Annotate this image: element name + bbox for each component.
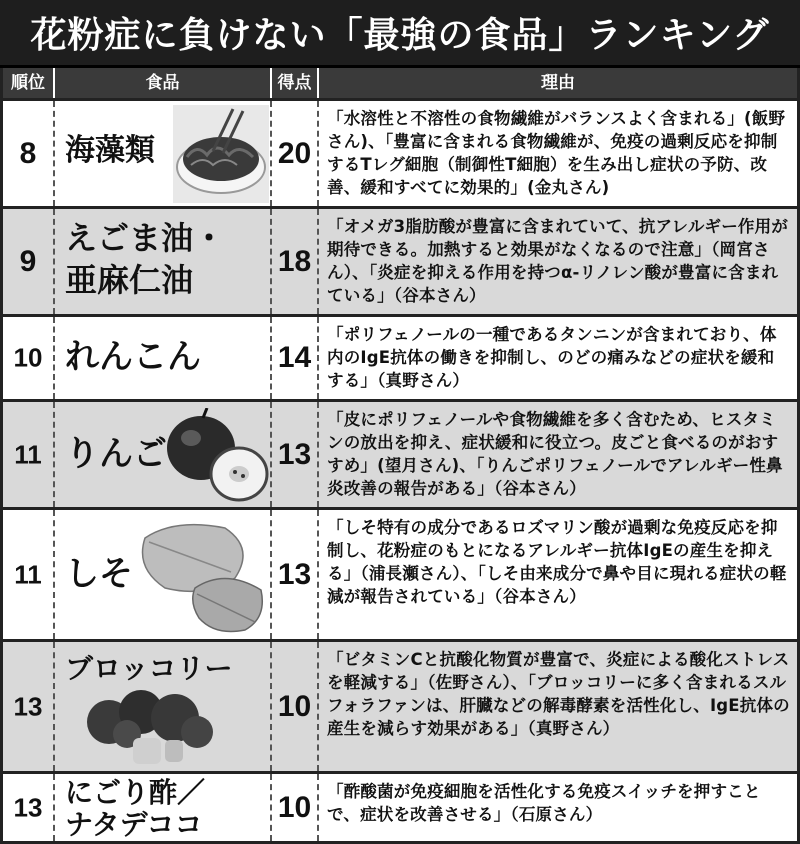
rank: 9 — [19, 244, 37, 278]
rank: 13 — [13, 792, 43, 822]
food-name: ブロッコリー — [65, 652, 233, 685]
table-row — [3, 314, 797, 399]
rank: 13 — [13, 691, 43, 721]
header-reason: 理由 — [541, 73, 575, 93]
score: 13 — [277, 557, 312, 591]
table-row — [3, 399, 797, 507]
table-row — [3, 507, 797, 639]
broccoli-icon — [79, 688, 219, 768]
score: 14 — [277, 341, 312, 374]
reason: 「ビタミンCと抗酸化物質が豊富で、炎症による酸化ストレスを軽減する」（佐野さん）、「ブロッコリーに多く含まれるスルフォラファンは、肝臓などの解毒酵素を活性化し、IgE抗体の産生を減らす効果がある」（真野さん） — [327, 650, 790, 738]
table-header — [3, 68, 797, 98]
shiso-leaves-icon — [135, 518, 269, 636]
reason: 「ポリフェノールの一種であるタンニンが含まれており、体内のIgE抗体の働きを抑制し、のどの痛みなどの症状を緩和する」（真野さん） — [327, 325, 777, 390]
table-row — [3, 639, 797, 771]
food-name-line1: えごま油・ — [65, 219, 226, 257]
page-title: 花粉症に負けない「最強の食品」ランキング — [0, 0, 800, 68]
food-name-line2: 亜麻仁油 — [65, 261, 194, 299]
table-row — [3, 771, 797, 841]
score: 13 — [277, 437, 312, 471]
header-food: 食品 — [55, 68, 272, 98]
food-name: 海藻類 — [65, 133, 155, 168]
reason: 「オメガ3脂肪酸が豊富に含まれていて、抗アレルギー作用が期待できる。加熱すると効果がなくなるので注意」（岡宮さん）、「炎症を抑える作用を持つα-リノレン酸が豊富に含まれている」（谷本さん） — [327, 217, 789, 305]
apple-icon — [163, 408, 269, 504]
reason: 「酢酸菌が免疫細胞を活性化する免疫スイッチを押すことで、症状を改善させる」（石原さん） — [327, 782, 761, 824]
table-row — [3, 98, 797, 206]
ranking-table — [0, 68, 800, 844]
food-name: れんこん — [65, 337, 201, 377]
score: 10 — [277, 689, 312, 723]
food-name: しそ — [65, 554, 133, 594]
rank: 10 — [13, 342, 43, 373]
reason: 「皮にポリフェノールや食物繊維を多く含むため、ヒスタミンの放出を抑え、症状緩和に役立つ。皮ごと食べるのがおすすめ」(望月さん)、「りんごポリフェノールでアレルギー性鼻炎改善の報告がある」（谷本さん） — [327, 410, 783, 498]
score: 10 — [277, 790, 312, 824]
seaweed-bowl-icon — [173, 105, 269, 203]
header-score: 得点 — [272, 68, 319, 98]
score: 20 — [277, 136, 312, 170]
header-rank: 順位 — [3, 68, 55, 98]
reason: 「水溶性と不溶性の食物繊維がバランスよく含まれる」(飯野さん)、「豊富に含まれる食物繊維が、免疫の過剰反応を抑制するTレグ細胞（制御性T細胞）を生み出し症状の予防、改善、緩和すべてに効果的」(金丸さん) — [327, 109, 786, 197]
score: 18 — [277, 244, 312, 278]
table-row — [3, 206, 797, 314]
rank: 8 — [19, 136, 37, 170]
food-name: りんご — [65, 434, 167, 474]
rank: 11 — [14, 559, 42, 589]
food-name-line2: ナタデココ — [65, 808, 203, 841]
rank: 11 — [14, 439, 42, 469]
reason: 「しそ特有の成分であるロズマリン酸が過剰な免疫反応を抑制し、花粉症のもとになるアレルギー抗体IgEの産生を抑える」（浦長瀬さん）、「しそ由来成分で鼻や目に現れる症状の軽減が報告されている」（谷本さん） — [327, 518, 787, 606]
food-name-line1: にごり酢／ — [65, 776, 206, 809]
